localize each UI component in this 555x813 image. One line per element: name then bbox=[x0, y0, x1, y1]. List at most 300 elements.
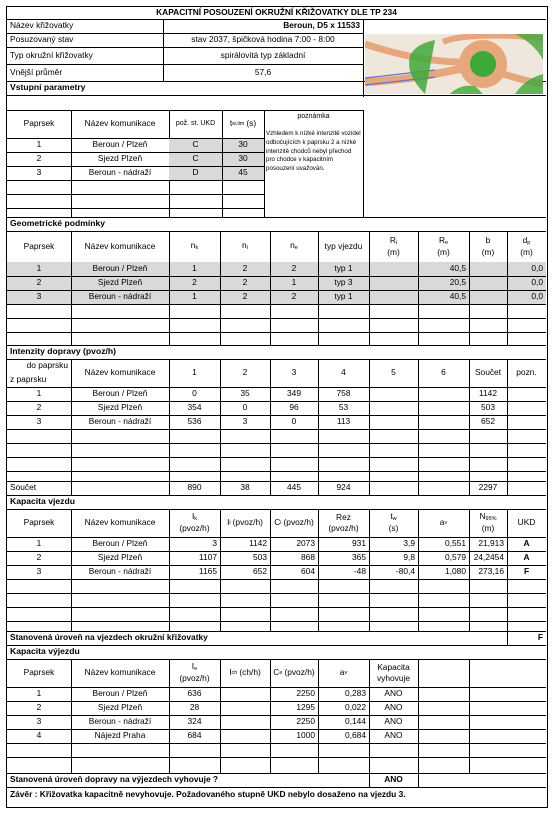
grid-line bbox=[418, 262, 419, 304]
intens-row-paprsek-text: 2 bbox=[36, 402, 42, 413]
header-value bbox=[163, 33, 363, 47]
entry-row-n95 bbox=[469, 551, 507, 565]
geom-row-dp-text: 0,0 bbox=[531, 263, 543, 274]
exit-col-paprsek-text: Paprsek bbox=[23, 667, 55, 678]
grid-line bbox=[7, 457, 546, 458]
exit-row-ie bbox=[169, 729, 220, 743]
exit-row-ie-text: 28 bbox=[189, 702, 200, 713]
capacity-sheet bbox=[6, 6, 548, 808]
exit-row-ich bbox=[220, 701, 270, 715]
intens-row-value bbox=[418, 387, 469, 401]
entry-row-av bbox=[418, 537, 469, 551]
intens-col-nazev-text: Název komunikace bbox=[84, 367, 156, 378]
intens-col-soucet bbox=[469, 359, 507, 387]
input-row-tw-text: 30 bbox=[238, 139, 248, 150]
input-row-ukd-text: D bbox=[192, 167, 199, 178]
exit-row-ie-text: 324 bbox=[187, 716, 202, 727]
geom-row-name bbox=[71, 262, 169, 276]
entry-col-rez bbox=[318, 509, 369, 537]
entry-row-ci bbox=[270, 565, 318, 579]
entry-row-tw bbox=[369, 565, 418, 579]
geom-col-ni-symbol: n bbox=[242, 240, 247, 251]
geom-col-ni bbox=[220, 231, 270, 262]
intens-row-value bbox=[220, 387, 270, 401]
grid-line bbox=[7, 95, 546, 96]
intens-col-soucet-text: Součet bbox=[474, 367, 502, 378]
input-row-name bbox=[71, 152, 169, 166]
exit-row-ie-text: 636 bbox=[187, 688, 202, 699]
grid-line bbox=[7, 276, 546, 277]
entry-col-n95 bbox=[469, 509, 507, 537]
grid-line bbox=[363, 110, 364, 217]
grid-line bbox=[7, 208, 264, 209]
intens-row-value-text: 758 bbox=[336, 388, 351, 399]
intens-col-2-text: 2 bbox=[242, 367, 248, 378]
geom-row-ne bbox=[270, 262, 318, 276]
exit-row-ie bbox=[169, 701, 220, 715]
exit-row-av-text: 0,022 bbox=[345, 702, 366, 713]
geom-col-re-unit: (m) bbox=[437, 246, 450, 257]
entry-col-ii-subscript: i bbox=[229, 519, 231, 526]
exit-row-paprsek bbox=[7, 687, 71, 701]
input-col-tw-symbol: t bbox=[229, 118, 233, 129]
entry-row-ik-text: 3 bbox=[212, 538, 217, 549]
exit-row-name bbox=[71, 715, 169, 729]
intens-row-value bbox=[220, 401, 270, 415]
intens-col-2 bbox=[220, 359, 270, 387]
entry-row-tw bbox=[369, 551, 418, 565]
intens-row-value bbox=[169, 415, 220, 429]
intens-col-6-text: 6 bbox=[441, 367, 446, 378]
entry-row-ii bbox=[220, 551, 270, 565]
entry-row-ii bbox=[220, 565, 270, 579]
intens-z-paprsku-text: z paprsku bbox=[10, 374, 47, 385]
intens-row-value-text: 35 bbox=[240, 388, 250, 399]
exit-row-paprsek-text: 3 bbox=[36, 716, 42, 727]
grid-line bbox=[220, 262, 221, 304]
geom-row-paprsek bbox=[7, 276, 71, 290]
grid-line bbox=[7, 304, 546, 305]
intens-total-label bbox=[7, 481, 71, 495]
header-value-text: Beroun, D5 x 11533 bbox=[283, 20, 360, 31]
geom-row-nk bbox=[169, 276, 220, 290]
exit-col-ich-symbol: I bbox=[229, 667, 232, 678]
exit-col-ich bbox=[220, 659, 270, 687]
entry-row-name-text: Beroun / Plzeň bbox=[92, 538, 148, 549]
geom-row-b bbox=[469, 290, 507, 304]
geom-col-dp-subscript: p bbox=[527, 239, 531, 246]
intens-total-sum-text: 2297 bbox=[478, 482, 498, 493]
geom-row-re-text: 40,5 bbox=[449, 291, 466, 302]
intens-row-name bbox=[71, 415, 169, 429]
exit-row-ok-text: ANO bbox=[384, 716, 403, 727]
intens-row-name bbox=[71, 387, 169, 401]
entry-col-paprsek bbox=[7, 509, 71, 537]
exit-col-ce-unit: (pvoz/h) bbox=[284, 667, 315, 678]
entry-row-ukd-text: A bbox=[523, 552, 530, 563]
geom-col-nk bbox=[169, 231, 220, 262]
header-value bbox=[163, 47, 363, 64]
entry-row-ik bbox=[169, 551, 220, 565]
input-row-name-text: Beroun - nádraží bbox=[88, 167, 152, 178]
intens-row-value bbox=[318, 415, 369, 429]
geom-row-b bbox=[469, 262, 507, 276]
grid-line bbox=[418, 773, 419, 787]
input-col-ukd-text: pož. st. UKD bbox=[175, 120, 216, 128]
grid-line bbox=[7, 443, 546, 444]
entry-section-title bbox=[7, 495, 546, 509]
geom-row-paprsek bbox=[7, 262, 71, 276]
intens-total-value-text: 890 bbox=[187, 482, 202, 493]
header-value-text: stav 2037, špičková hodina 7:00 - 8:00 bbox=[191, 34, 335, 45]
grid-line bbox=[363, 19, 364, 97]
grid-line bbox=[169, 152, 264, 153]
entry-col-rez-unit: (pvoz/h) bbox=[328, 523, 359, 533]
geom-row-ni bbox=[220, 290, 270, 304]
entry-col-ik-symbol: I bbox=[191, 511, 195, 522]
intens-total-value bbox=[270, 481, 318, 495]
entry-row-rez-text: -48 bbox=[353, 566, 366, 577]
geom-row-paprsek-text: 1 bbox=[36, 263, 42, 274]
entry-row-n95-text: 273,16 bbox=[478, 566, 504, 577]
input-row-ukd-text: C bbox=[192, 153, 199, 164]
entry-row-ci-text: 2073 bbox=[296, 538, 315, 549]
geom-col-ne-symbol: n bbox=[290, 240, 295, 251]
entry-row-rez-text: 931 bbox=[352, 538, 366, 549]
geom-col-nk-subscript: k bbox=[195, 245, 199, 252]
input-row-paprsek bbox=[7, 166, 71, 180]
input-col-tw-unit: (s) bbox=[246, 118, 257, 129]
exit-row-av bbox=[318, 701, 369, 715]
intens-row-value-text: 0 bbox=[291, 416, 297, 427]
grid-line bbox=[418, 659, 419, 773]
geom-row-name-text: Beroun - nádraží bbox=[88, 291, 152, 302]
exit-col-nazev-text: Název komunikace bbox=[84, 667, 156, 678]
entry-row-av-text: 0,551 bbox=[445, 538, 466, 549]
exit-col-ie-symbol: I bbox=[191, 661, 195, 672]
exit-col-paprsek bbox=[7, 659, 71, 687]
grid-line bbox=[222, 138, 223, 180]
intens-total-value bbox=[369, 481, 418, 495]
exit-row-ce bbox=[270, 687, 318, 701]
input-section-title bbox=[7, 81, 363, 95]
intens-total-value-text: 445 bbox=[287, 482, 301, 493]
exit-section-title bbox=[7, 645, 546, 659]
header-value bbox=[163, 64, 363, 81]
exit-row-ok-text: ANO bbox=[384, 730, 403, 741]
geom-row-nk-text: 1 bbox=[192, 291, 197, 302]
geom-row-ni-text: 2 bbox=[242, 277, 248, 288]
header-value bbox=[163, 19, 363, 33]
entry-col-nazev-text: Název komunikace bbox=[84, 517, 156, 528]
input-row-paprsek-text: 2 bbox=[36, 153, 42, 164]
geom-row-typ-text: typ 3 bbox=[334, 277, 353, 288]
exit-row-name-text: Sjezd Plzeň bbox=[97, 702, 143, 713]
intens-row-value bbox=[369, 401, 418, 415]
exit-row-ok bbox=[369, 715, 418, 729]
entry-col-ik-unit: (pvoz/h) bbox=[179, 523, 210, 534]
exit-level-value-text: ANO bbox=[384, 774, 403, 785]
entry-row-ik-text: 1165 bbox=[198, 566, 217, 577]
geom-row-ne bbox=[270, 290, 318, 304]
input-col-paprsek bbox=[7, 110, 71, 138]
exit-row-ie bbox=[169, 687, 220, 701]
grid-line bbox=[7, 471, 546, 472]
intens-row-value bbox=[270, 387, 318, 401]
input-col-ukd bbox=[169, 110, 222, 138]
grid-line bbox=[169, 262, 170, 304]
grid-line bbox=[7, 757, 546, 758]
input-row-tw bbox=[222, 166, 264, 180]
input-col-note-text: poznámka bbox=[297, 113, 330, 121]
header-label-text: Vnější průměr bbox=[10, 66, 63, 77]
input-row-paprsek bbox=[7, 152, 71, 166]
header-label bbox=[7, 19, 163, 33]
entry-col-ik-subscript: k bbox=[194, 516, 198, 523]
grid-line bbox=[270, 262, 271, 304]
entry-row-name bbox=[71, 551, 169, 565]
entry-row-name-text: Beroun - nádraží bbox=[88, 566, 152, 577]
geom-row-typ bbox=[318, 290, 369, 304]
grid-line bbox=[169, 180, 264, 181]
exit-row-ie-text: 684 bbox=[187, 730, 202, 741]
header-value-text: spirálovitá typ základní bbox=[220, 49, 306, 60]
exit-col-ie-unit: (pvoz/h) bbox=[179, 673, 210, 684]
geom-row-ri bbox=[369, 290, 418, 304]
grid-line bbox=[7, 743, 546, 744]
input-col-nazev bbox=[71, 110, 169, 138]
geom-col-nazev-text: Název komunikace bbox=[84, 240, 156, 251]
exit-row-ich bbox=[220, 729, 270, 743]
geom-row-re bbox=[418, 276, 469, 290]
intens-section-title-text: Intenzity dopravy (pvoz/h) bbox=[10, 346, 116, 357]
entry-row-ukd bbox=[507, 537, 546, 551]
intens-row-value bbox=[418, 415, 469, 429]
entry-row-ik bbox=[169, 537, 220, 551]
exit-col-ich-unit: (ch/h) bbox=[239, 667, 261, 678]
intens-col-3-text: 3 bbox=[291, 367, 297, 378]
intens-row-paprsek bbox=[7, 401, 71, 415]
intens-col-1-text: 1 bbox=[192, 367, 197, 378]
geom-row-name-text: Beroun / Plzeň bbox=[92, 263, 148, 274]
exit-col-av-subscript: v bbox=[344, 669, 348, 676]
geom-row-ne bbox=[270, 276, 318, 290]
intens-total-label-text: Součet bbox=[10, 482, 37, 493]
intens-row-paprsek-text: 3 bbox=[36, 416, 42, 427]
exit-row-ie bbox=[169, 715, 220, 729]
input-row-tw bbox=[222, 152, 264, 166]
input-col-nazev-text: Název komunikace bbox=[84, 118, 156, 129]
entry-row-ik-text: 1107 bbox=[198, 552, 217, 563]
entry-row-n95-text: 21,913 bbox=[478, 538, 504, 549]
entry-col-paprsek-text: Paprsek bbox=[23, 517, 55, 528]
entry-row-av-text: 1,080 bbox=[445, 566, 466, 577]
entry-row-paprsek-text: 1 bbox=[36, 538, 42, 549]
exit-row-av-text: 0,684 bbox=[345, 730, 366, 741]
intens-total-value-text: 38 bbox=[240, 482, 250, 493]
input-row-tw-text: 45 bbox=[238, 167, 248, 178]
exit-row-ce bbox=[270, 701, 318, 715]
header-label-text: Posuzovaný stav bbox=[10, 34, 74, 45]
intens-row-sum bbox=[469, 401, 507, 415]
exit-row-av-text: 0,283 bbox=[345, 688, 366, 699]
geom-col-nazev bbox=[71, 231, 169, 262]
exit-row-av-text: 0,144 bbox=[345, 716, 366, 727]
entry-row-name-text: Sjezd Plzeň bbox=[97, 552, 143, 563]
geom-col-ne bbox=[270, 231, 318, 262]
exit-row-paprsek-text: 1 bbox=[36, 688, 42, 699]
sheet-title bbox=[7, 7, 546, 19]
entry-row-av-text: 0,579 bbox=[445, 552, 466, 563]
entry-row-ii-text: 1142 bbox=[248, 538, 267, 549]
intens-row-value-text: 113 bbox=[336, 416, 351, 427]
intens-total-value bbox=[418, 481, 469, 495]
entry-row-tw-text: 9,8 bbox=[403, 552, 415, 563]
exit-row-ok-text: ANO bbox=[384, 702, 403, 713]
intens-row-value-text: 354 bbox=[187, 402, 202, 413]
intens-row-paprsek bbox=[7, 415, 71, 429]
grid-line bbox=[469, 262, 470, 304]
intens-row-sum bbox=[469, 415, 507, 429]
geom-row-ne-text: 2 bbox=[291, 291, 297, 302]
input-row-paprsek bbox=[7, 138, 71, 152]
diagonal-header-cell bbox=[7, 359, 71, 387]
header-label-text: Typ okružní křižovatky bbox=[10, 49, 93, 60]
exit-row-paprsek-text: 4 bbox=[36, 730, 42, 741]
intens-row-value-text: 3 bbox=[242, 416, 248, 427]
geom-col-b bbox=[469, 231, 507, 262]
exit-row-ce bbox=[270, 729, 318, 743]
entry-row-paprsek bbox=[7, 537, 71, 551]
exit-row-ok bbox=[369, 687, 418, 701]
exit-row-name bbox=[71, 729, 169, 743]
entry-row-ci bbox=[270, 551, 318, 565]
geom-row-nk bbox=[169, 290, 220, 304]
input-row-ukd bbox=[169, 138, 222, 152]
entry-row-n95 bbox=[469, 537, 507, 551]
geom-row-re-text: 20,5 bbox=[449, 277, 466, 288]
entry-row-n95 bbox=[469, 565, 507, 579]
intens-total-value bbox=[318, 481, 369, 495]
entry-level-value-text: F bbox=[537, 632, 543, 643]
intens-col-pozn-text: pozn. bbox=[516, 367, 537, 378]
intens-row-value-text: 349 bbox=[287, 388, 301, 399]
geom-row-paprsek-text: 2 bbox=[36, 277, 42, 288]
geom-col-dp-symbol: d bbox=[522, 234, 528, 245]
intens-row-value bbox=[369, 415, 418, 429]
intens-row-name bbox=[71, 401, 169, 415]
grid-line bbox=[71, 262, 72, 304]
entry-col-ukd bbox=[507, 509, 546, 537]
intens-row-name-text: Beroun / Plzeň bbox=[92, 388, 148, 399]
entry-col-ci-subscript: i bbox=[280, 519, 282, 526]
grid-line bbox=[264, 138, 265, 180]
entry-col-tw bbox=[369, 509, 418, 537]
entry-col-ii bbox=[220, 509, 270, 537]
input-row-name bbox=[71, 138, 169, 152]
exit-row-ok-text: ANO bbox=[384, 688, 403, 699]
geom-row-dp bbox=[507, 262, 546, 276]
geom-row-name bbox=[71, 276, 169, 290]
entry-section-title-text: Kapacita vjezdu bbox=[10, 496, 75, 507]
input-row-ukd bbox=[169, 166, 222, 180]
exit-row-name bbox=[71, 701, 169, 715]
intens-row-sum-text: 652 bbox=[481, 416, 495, 427]
geom-row-typ bbox=[318, 276, 369, 290]
entry-row-ukd-text: A bbox=[523, 538, 530, 549]
grid-line bbox=[7, 579, 546, 580]
grid-line bbox=[7, 593, 546, 594]
exit-row-av bbox=[318, 687, 369, 701]
exit-col-ce-symbol: C bbox=[273, 667, 280, 678]
entry-row-rez bbox=[318, 537, 369, 551]
entry-col-rez-symbol: Rez bbox=[336, 511, 351, 522]
intens-col-pozn bbox=[507, 359, 546, 387]
geom-col-ne-subscript: e bbox=[294, 245, 298, 252]
geom-row-paprsek bbox=[7, 290, 71, 304]
geom-row-ne-text: 1 bbox=[291, 277, 297, 288]
entry-row-tw bbox=[369, 537, 418, 551]
geom-row-b bbox=[469, 276, 507, 290]
entry-row-tw-text: 3,9 bbox=[403, 538, 415, 549]
intens-row-value-text: 53 bbox=[338, 402, 349, 413]
entry-row-rez-text: 365 bbox=[352, 552, 366, 563]
exit-row-ich bbox=[220, 715, 270, 729]
exit-col-ie-subscript: e bbox=[194, 666, 198, 673]
geom-row-nk-text: 1 bbox=[192, 263, 197, 274]
geom-row-name bbox=[71, 290, 169, 304]
intens-row-sum-text: 1142 bbox=[478, 388, 497, 399]
intens-row-sum-text: 503 bbox=[481, 402, 495, 413]
roundabout-image bbox=[365, 34, 543, 94]
exit-section-title-text: Kapacita výjezdu bbox=[10, 646, 80, 657]
intens-section-title bbox=[7, 345, 546, 359]
geom-col-re bbox=[418, 231, 469, 262]
intens-row-value bbox=[270, 415, 318, 429]
entry-level-value bbox=[507, 631, 546, 645]
exit-col-ce-subscript: e bbox=[279, 669, 283, 676]
geom-row-ni bbox=[220, 276, 270, 290]
geom-row-dp bbox=[507, 276, 546, 290]
exit-row-paprsek-text: 2 bbox=[36, 702, 42, 713]
geom-col-ri-unit: (m) bbox=[387, 246, 400, 257]
entry-col-tw-unit: (s) bbox=[388, 523, 399, 534]
geom-row-paprsek-text: 3 bbox=[36, 291, 42, 302]
input-row-ukd-text: C bbox=[192, 139, 199, 150]
intens-do-paprsku-text: do paprsku bbox=[26, 360, 68, 371]
exit-col-ie bbox=[169, 659, 220, 687]
geom-col-dp bbox=[507, 231, 546, 262]
entry-row-av bbox=[418, 551, 469, 565]
exit-row-ce bbox=[270, 715, 318, 729]
geom-col-b-symbol: b bbox=[485, 235, 491, 246]
geom-row-re bbox=[418, 290, 469, 304]
exit-row-name-text: Beroun / Plzeň bbox=[92, 688, 148, 699]
entry-col-av bbox=[418, 509, 469, 537]
geom-col-dp-unit: (m) bbox=[520, 246, 533, 257]
geom-row-ni bbox=[220, 262, 270, 276]
geom-col-ri bbox=[369, 231, 418, 262]
grid-line bbox=[169, 138, 264, 139]
entry-row-rez bbox=[318, 551, 369, 565]
entry-col-nazev bbox=[71, 509, 169, 537]
geom-col-ri-symbol: R bbox=[389, 234, 396, 245]
intens-row-value bbox=[270, 401, 318, 415]
entry-row-ii-text: 652 bbox=[253, 566, 267, 577]
intens-col-nazev bbox=[71, 359, 169, 387]
intens-row-name-text: Sjezd Plzeň bbox=[97, 402, 143, 413]
geom-row-name-text: Sjezd Plzeň bbox=[97, 277, 143, 288]
